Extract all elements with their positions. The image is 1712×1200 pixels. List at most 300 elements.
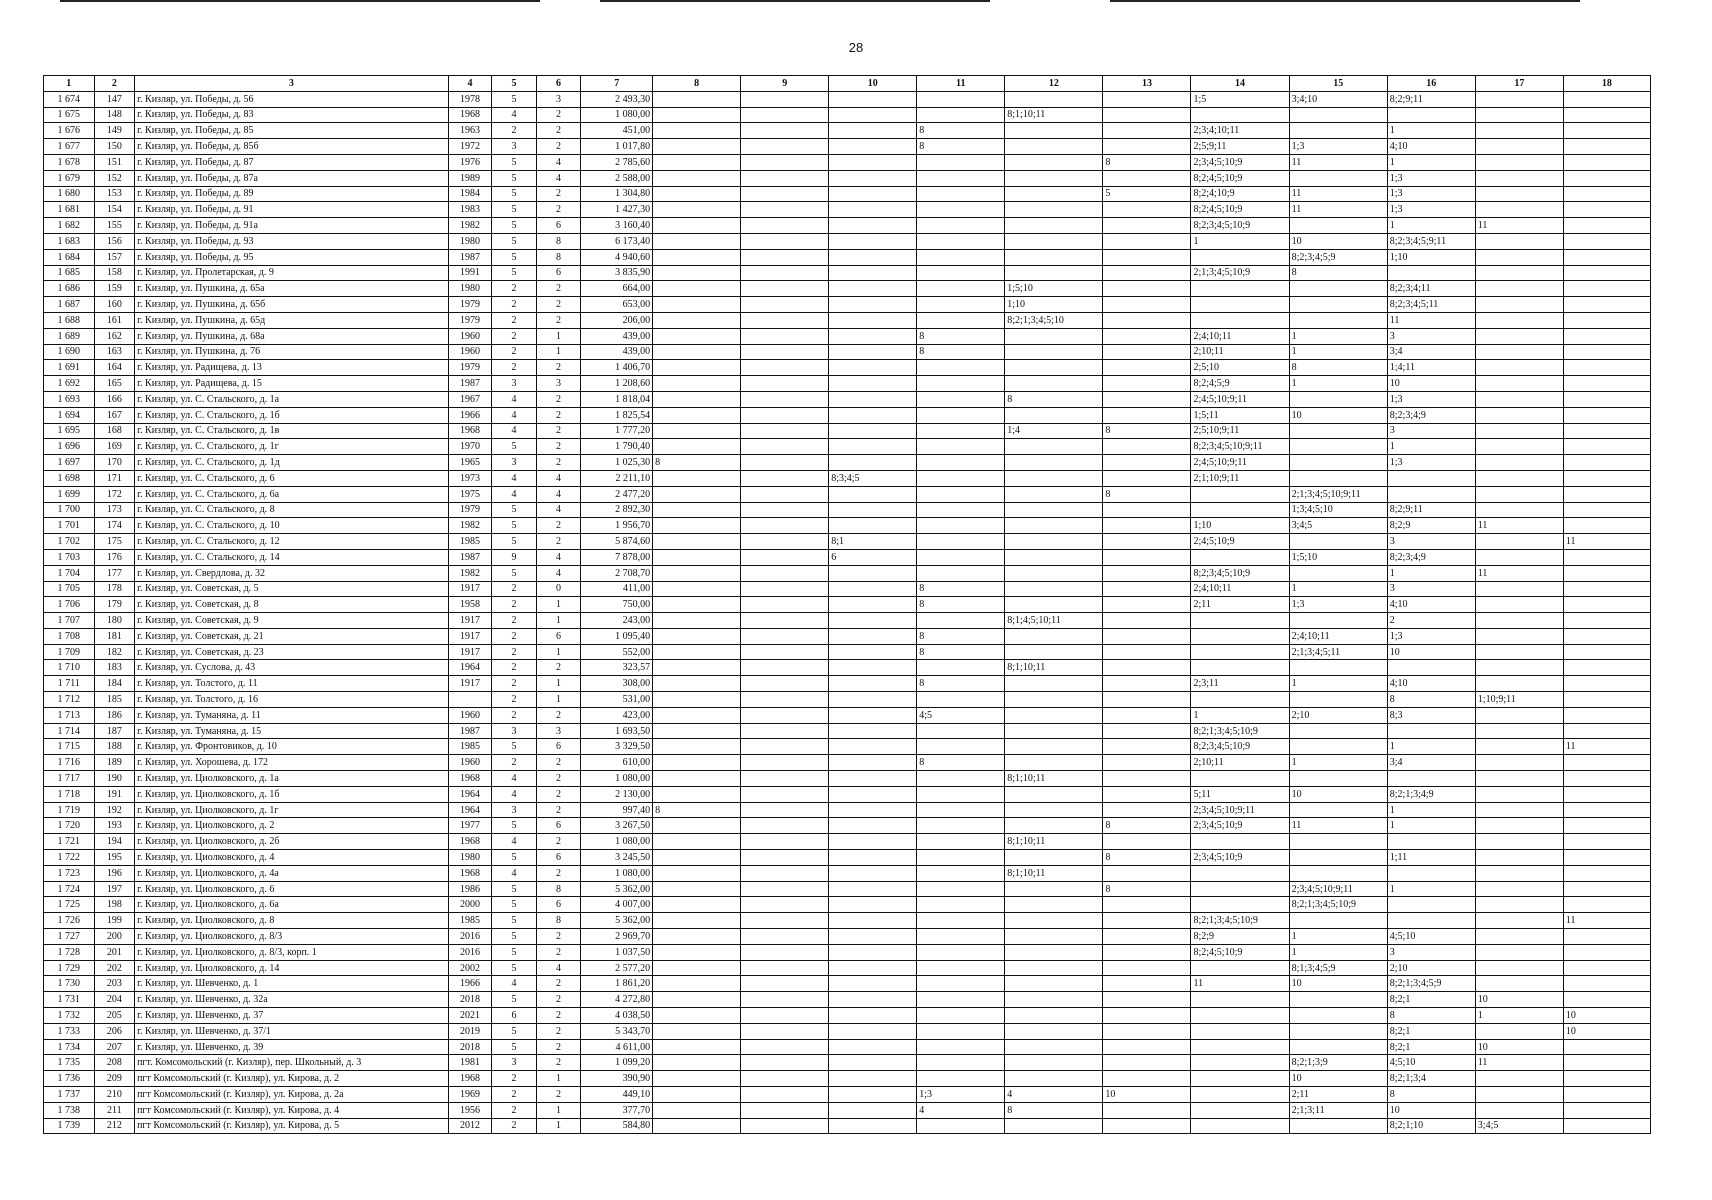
cell-col-3: г. Кизляр, ул. Толстого, д. 16 bbox=[135, 692, 449, 708]
cell-col-7: 4 272,80 bbox=[581, 992, 653, 1008]
cell-col-4: 1985 bbox=[448, 534, 492, 550]
cell-col-5: 2 bbox=[492, 312, 537, 328]
cell-col-4: 1956 bbox=[448, 1102, 492, 1118]
cell-col-10 bbox=[829, 881, 917, 897]
cell-col-7: 4 940,60 bbox=[581, 249, 653, 265]
cell-col-9 bbox=[741, 929, 829, 945]
cell-col-12 bbox=[1005, 123, 1103, 139]
cell-col-11 bbox=[917, 265, 1005, 281]
cell-col-2: 171 bbox=[94, 470, 134, 486]
cell-col-8 bbox=[653, 723, 741, 739]
cell-col-3: г. Кизляр, ул. Победы, д. 85 bbox=[135, 123, 449, 139]
cell-col-16: 1 bbox=[1387, 439, 1475, 455]
cell-col-9 bbox=[741, 786, 829, 802]
cell-col-1: 1 715 bbox=[44, 739, 95, 755]
cell-col-1: 1 691 bbox=[44, 360, 95, 376]
cell-col-5: 2 bbox=[492, 123, 537, 139]
cell-col-9 bbox=[741, 1008, 829, 1024]
cell-col-18 bbox=[1563, 376, 1650, 392]
cell-col-10 bbox=[829, 1023, 917, 1039]
cell-col-7: 449,10 bbox=[581, 1087, 653, 1103]
cell-col-16 bbox=[1387, 771, 1475, 787]
cell-col-12: 1;10 bbox=[1005, 297, 1103, 313]
cell-col-3: г. Кизляр, ул. Советская, д. 5 bbox=[135, 581, 449, 597]
table-row bbox=[44, 786, 1651, 802]
cell-col-9 bbox=[741, 707, 829, 723]
cell-col-4: 1979 bbox=[448, 312, 492, 328]
cell-col-7: 750,00 bbox=[581, 597, 653, 613]
cell-col-6: 3 bbox=[536, 376, 581, 392]
cell-col-8 bbox=[653, 502, 741, 518]
cell-col-5: 5 bbox=[492, 913, 537, 929]
cell-col-2: 170 bbox=[94, 455, 134, 471]
cell-col-13 bbox=[1103, 628, 1191, 644]
table-row bbox=[44, 676, 1651, 692]
table-row bbox=[44, 628, 1651, 644]
cell-col-16: 3 bbox=[1387, 328, 1475, 344]
cell-col-15: 2;1;3;4;5;10;9;11 bbox=[1289, 486, 1387, 502]
column-header-3: 3 bbox=[135, 76, 449, 92]
table-row bbox=[44, 107, 1651, 123]
cell-col-18 bbox=[1563, 929, 1650, 945]
cell-col-1: 1 678 bbox=[44, 154, 95, 170]
cell-col-12 bbox=[1005, 218, 1103, 234]
cell-col-4: 2016 bbox=[448, 944, 492, 960]
scan-top-line-left bbox=[60, 0, 540, 2]
cell-col-13 bbox=[1103, 249, 1191, 265]
cell-col-9 bbox=[741, 91, 829, 107]
cell-col-1: 1 734 bbox=[44, 1039, 95, 1055]
cell-col-11 bbox=[917, 739, 1005, 755]
cell-col-1: 1 693 bbox=[44, 391, 95, 407]
cell-col-11 bbox=[917, 486, 1005, 502]
cell-col-1: 1 677 bbox=[44, 139, 95, 155]
cell-col-2: 204 bbox=[94, 992, 134, 1008]
cell-col-13 bbox=[1103, 344, 1191, 360]
cell-col-16: 8 bbox=[1387, 1008, 1475, 1024]
table-row bbox=[44, 391, 1651, 407]
cell-col-16: 4;5;10 bbox=[1387, 929, 1475, 945]
cell-col-7: 1 304,80 bbox=[581, 186, 653, 202]
cell-col-8 bbox=[653, 391, 741, 407]
cell-col-13 bbox=[1103, 312, 1191, 328]
cell-col-5: 5 bbox=[492, 186, 537, 202]
cell-col-5: 4 bbox=[492, 423, 537, 439]
cell-col-2: 208 bbox=[94, 1055, 134, 1071]
cell-col-17 bbox=[1475, 1023, 1563, 1039]
cell-col-9 bbox=[741, 771, 829, 787]
cell-col-1: 1 717 bbox=[44, 771, 95, 787]
cell-col-12 bbox=[1005, 502, 1103, 518]
cell-col-9 bbox=[741, 1102, 829, 1118]
cell-col-18 bbox=[1563, 218, 1650, 234]
cell-col-14 bbox=[1191, 897, 1289, 913]
cell-col-17 bbox=[1475, 186, 1563, 202]
cell-col-12 bbox=[1005, 455, 1103, 471]
cell-col-6: 8 bbox=[536, 233, 581, 249]
cell-col-11 bbox=[917, 218, 1005, 234]
cell-col-3: г. Кизляр, ул. Победы, д. 91 bbox=[135, 202, 449, 218]
cell-col-14 bbox=[1191, 1023, 1289, 1039]
cell-col-11 bbox=[917, 534, 1005, 550]
cell-col-8 bbox=[653, 1008, 741, 1024]
cell-col-5: 2 bbox=[492, 628, 537, 644]
cell-col-8 bbox=[653, 1102, 741, 1118]
cell-col-10 bbox=[829, 676, 917, 692]
cell-col-2: 180 bbox=[94, 613, 134, 629]
cell-col-11 bbox=[917, 834, 1005, 850]
cell-col-8 bbox=[653, 439, 741, 455]
cell-col-16: 3;4 bbox=[1387, 344, 1475, 360]
cell-col-5: 2 bbox=[492, 1118, 537, 1134]
cell-col-8: 8 bbox=[653, 455, 741, 471]
table-row bbox=[44, 581, 1651, 597]
cell-col-3: пгт Комсомольский (г. Кизляр), ул. Кирова, д. 2а bbox=[135, 1087, 449, 1103]
cell-col-12 bbox=[1005, 360, 1103, 376]
cell-col-1: 1 723 bbox=[44, 865, 95, 881]
cell-col-5: 5 bbox=[492, 170, 537, 186]
cell-col-1: 1 690 bbox=[44, 344, 95, 360]
cell-col-9 bbox=[741, 676, 829, 692]
cell-col-10 bbox=[829, 628, 917, 644]
cell-col-3: г. Кизляр, ул. Пушкина, д. 68а bbox=[135, 328, 449, 344]
cell-col-15: 1 bbox=[1289, 676, 1387, 692]
cell-col-17 bbox=[1475, 581, 1563, 597]
cell-col-2: 193 bbox=[94, 818, 134, 834]
cell-col-17 bbox=[1475, 328, 1563, 344]
cell-col-9 bbox=[741, 850, 829, 866]
cell-col-16 bbox=[1387, 486, 1475, 502]
cell-col-10 bbox=[829, 692, 917, 708]
cell-col-18 bbox=[1563, 470, 1650, 486]
cell-col-7: 653,00 bbox=[581, 297, 653, 313]
cell-col-5: 5 bbox=[492, 202, 537, 218]
cell-col-18 bbox=[1563, 897, 1650, 913]
cell-col-18 bbox=[1563, 723, 1650, 739]
cell-col-14 bbox=[1191, 1071, 1289, 1087]
cell-col-10 bbox=[829, 328, 917, 344]
cell-col-11 bbox=[917, 439, 1005, 455]
cell-col-16: 2 bbox=[1387, 613, 1475, 629]
cell-col-10 bbox=[829, 344, 917, 360]
cell-col-10 bbox=[829, 218, 917, 234]
cell-col-18 bbox=[1563, 1118, 1650, 1134]
cell-col-6: 6 bbox=[536, 897, 581, 913]
cell-col-10 bbox=[829, 944, 917, 960]
cell-col-15 bbox=[1289, 660, 1387, 676]
cell-col-2: 181 bbox=[94, 628, 134, 644]
cell-col-16: 3;4 bbox=[1387, 755, 1475, 771]
cell-col-13 bbox=[1103, 91, 1191, 107]
cell-col-14: 2;11 bbox=[1191, 597, 1289, 613]
cell-col-4: 1991 bbox=[448, 265, 492, 281]
cell-col-16: 8;2;3;4;9 bbox=[1387, 549, 1475, 565]
cell-col-7: 451,00 bbox=[581, 123, 653, 139]
cell-col-11 bbox=[917, 929, 1005, 945]
cell-col-10 bbox=[829, 407, 917, 423]
cell-col-2: 175 bbox=[94, 534, 134, 550]
cell-col-16: 8;2;9;11 bbox=[1387, 91, 1475, 107]
cell-col-9 bbox=[741, 992, 829, 1008]
table-row bbox=[44, 344, 1651, 360]
cell-col-5: 4 bbox=[492, 107, 537, 123]
cell-col-3: г. Кизляр, ул. С. Стальского, д. 1а bbox=[135, 391, 449, 407]
cell-col-13 bbox=[1103, 281, 1191, 297]
cell-col-1: 1 733 bbox=[44, 1023, 95, 1039]
cell-col-4: 1968 bbox=[448, 834, 492, 850]
cell-col-11 bbox=[917, 850, 1005, 866]
cell-col-6: 4 bbox=[536, 960, 581, 976]
cell-col-1: 1 679 bbox=[44, 170, 95, 186]
cell-col-4: 1917 bbox=[448, 581, 492, 597]
cell-col-9 bbox=[741, 297, 829, 313]
cell-col-3: г. Кизляр, ул. Суслова, д. 43 bbox=[135, 660, 449, 676]
cell-col-8 bbox=[653, 707, 741, 723]
cell-col-15: 1 bbox=[1289, 344, 1387, 360]
cell-col-3: г. Кизляр, ул. Циолковского, д. 6а bbox=[135, 897, 449, 913]
cell-col-18 bbox=[1563, 186, 1650, 202]
cell-col-4: 1966 bbox=[448, 976, 492, 992]
cell-col-12 bbox=[1005, 960, 1103, 976]
cell-col-13 bbox=[1103, 960, 1191, 976]
cell-col-13 bbox=[1103, 565, 1191, 581]
cell-col-12 bbox=[1005, 881, 1103, 897]
cell-col-11: 8 bbox=[917, 597, 1005, 613]
table-row bbox=[44, 249, 1651, 265]
cell-col-8 bbox=[653, 692, 741, 708]
table-row bbox=[44, 755, 1651, 771]
cell-col-18 bbox=[1563, 976, 1650, 992]
cell-col-18 bbox=[1563, 123, 1650, 139]
table-row bbox=[44, 265, 1651, 281]
table-row bbox=[44, 881, 1651, 897]
cell-col-14: 2;3;4;5;10;9;11 bbox=[1191, 802, 1289, 818]
table-row bbox=[44, 534, 1651, 550]
cell-col-17 bbox=[1475, 644, 1563, 660]
cell-col-3: г. Кизляр, ул. Толстого, д. 11 bbox=[135, 676, 449, 692]
cell-col-11 bbox=[917, 376, 1005, 392]
cell-col-5: 2 bbox=[492, 707, 537, 723]
cell-col-4: 1979 bbox=[448, 297, 492, 313]
cell-col-6: 2 bbox=[536, 1087, 581, 1103]
register-table bbox=[43, 75, 1651, 1134]
cell-col-8 bbox=[653, 1039, 741, 1055]
cell-col-17 bbox=[1475, 439, 1563, 455]
cell-col-14 bbox=[1191, 1087, 1289, 1103]
cell-col-10 bbox=[829, 1118, 917, 1134]
cell-col-4: 1983 bbox=[448, 202, 492, 218]
cell-col-10 bbox=[829, 312, 917, 328]
cell-col-16: 10 bbox=[1387, 1102, 1475, 1118]
cell-col-15 bbox=[1289, 739, 1387, 755]
table-row bbox=[44, 202, 1651, 218]
cell-col-18 bbox=[1563, 139, 1650, 155]
cell-col-10 bbox=[829, 297, 917, 313]
cell-col-15: 11 bbox=[1289, 154, 1387, 170]
column-header-17: 17 bbox=[1475, 76, 1563, 92]
cell-col-1: 1 709 bbox=[44, 644, 95, 660]
cell-col-3: г. Кизляр, ул. Циолковского, д. 4 bbox=[135, 850, 449, 866]
table-row bbox=[44, 281, 1651, 297]
cell-col-15 bbox=[1289, 439, 1387, 455]
cell-col-7: 3 160,40 bbox=[581, 218, 653, 234]
cell-col-12 bbox=[1005, 692, 1103, 708]
cell-col-18 bbox=[1563, 107, 1650, 123]
table-row bbox=[44, 613, 1651, 629]
cell-col-18 bbox=[1563, 865, 1650, 881]
cell-col-18 bbox=[1563, 233, 1650, 249]
cell-col-6: 2 bbox=[536, 755, 581, 771]
cell-col-1: 1 720 bbox=[44, 818, 95, 834]
cell-col-17 bbox=[1475, 628, 1563, 644]
cell-col-3: г. Кизляр, ул. Советская, д. 9 bbox=[135, 613, 449, 629]
cell-col-2: 211 bbox=[94, 1102, 134, 1118]
cell-col-14: 2;10;11 bbox=[1191, 755, 1289, 771]
cell-col-11 bbox=[917, 154, 1005, 170]
cell-col-5: 5 bbox=[492, 1023, 537, 1039]
cell-col-13 bbox=[1103, 929, 1191, 945]
cell-col-15 bbox=[1289, 771, 1387, 787]
cell-col-2: 210 bbox=[94, 1087, 134, 1103]
table-row bbox=[44, 1008, 1651, 1024]
cell-col-11: 4;5 bbox=[917, 707, 1005, 723]
cell-col-8 bbox=[653, 644, 741, 660]
cell-col-6: 4 bbox=[536, 154, 581, 170]
cell-col-12 bbox=[1005, 644, 1103, 660]
cell-col-5: 4 bbox=[492, 407, 537, 423]
cell-col-4: 2018 bbox=[448, 1039, 492, 1055]
cell-col-15 bbox=[1289, 107, 1387, 123]
cell-col-7: 5 362,00 bbox=[581, 881, 653, 897]
cell-col-14 bbox=[1191, 1102, 1289, 1118]
cell-col-8 bbox=[653, 186, 741, 202]
cell-col-9 bbox=[741, 502, 829, 518]
cell-col-15 bbox=[1289, 850, 1387, 866]
cell-col-1: 1 732 bbox=[44, 1008, 95, 1024]
cell-col-8 bbox=[653, 376, 741, 392]
table-row bbox=[44, 486, 1651, 502]
cell-col-13 bbox=[1103, 944, 1191, 960]
cell-col-9 bbox=[741, 834, 829, 850]
cell-col-16: 1;4;11 bbox=[1387, 360, 1475, 376]
cell-col-16: 1 bbox=[1387, 565, 1475, 581]
cell-col-4: 1972 bbox=[448, 139, 492, 155]
cell-col-5: 5 bbox=[492, 502, 537, 518]
cell-col-4: 1984 bbox=[448, 186, 492, 202]
cell-col-8 bbox=[653, 913, 741, 929]
cell-col-8 bbox=[653, 139, 741, 155]
cell-col-18 bbox=[1563, 660, 1650, 676]
table-row bbox=[44, 739, 1651, 755]
cell-col-16: 4;10 bbox=[1387, 139, 1475, 155]
cell-col-14 bbox=[1191, 1118, 1289, 1134]
cell-col-17 bbox=[1475, 91, 1563, 107]
cell-col-16: 1;3 bbox=[1387, 391, 1475, 407]
cell-col-4: 1965 bbox=[448, 455, 492, 471]
cell-col-8 bbox=[653, 944, 741, 960]
cell-col-15: 1 bbox=[1289, 328, 1387, 344]
cell-col-4: 1982 bbox=[448, 218, 492, 234]
cell-col-10 bbox=[829, 786, 917, 802]
cell-col-15: 8 bbox=[1289, 265, 1387, 281]
cell-col-1: 1 699 bbox=[44, 486, 95, 502]
cell-col-2: 202 bbox=[94, 960, 134, 976]
cell-col-11 bbox=[917, 170, 1005, 186]
cell-col-8 bbox=[653, 865, 741, 881]
cell-col-13 bbox=[1103, 992, 1191, 1008]
cell-col-4: 1982 bbox=[448, 565, 492, 581]
cell-col-2: 159 bbox=[94, 281, 134, 297]
cell-col-14: 2;4;5;10;9;11 bbox=[1191, 455, 1289, 471]
cell-col-15: 10 bbox=[1289, 233, 1387, 249]
cell-col-17 bbox=[1475, 233, 1563, 249]
cell-col-9 bbox=[741, 613, 829, 629]
cell-col-9 bbox=[741, 581, 829, 597]
cell-col-4: 1981 bbox=[448, 1055, 492, 1071]
cell-col-18 bbox=[1563, 786, 1650, 802]
cell-col-4: 2016 bbox=[448, 929, 492, 945]
cell-col-12 bbox=[1005, 139, 1103, 155]
cell-col-16: 8;2;1;3;4;5;9 bbox=[1387, 976, 1475, 992]
table-row bbox=[44, 455, 1651, 471]
cell-col-3: г. Кизляр, ул. Циолковского, д. 2 bbox=[135, 818, 449, 834]
cell-col-13 bbox=[1103, 376, 1191, 392]
cell-col-12 bbox=[1005, 929, 1103, 945]
cell-col-16 bbox=[1387, 723, 1475, 739]
cell-col-6: 2 bbox=[536, 944, 581, 960]
column-header-8: 8 bbox=[653, 76, 741, 92]
cell-col-10 bbox=[829, 865, 917, 881]
cell-col-1: 1 737 bbox=[44, 1087, 95, 1103]
cell-col-13: 8 bbox=[1103, 154, 1191, 170]
cell-col-13: 8 bbox=[1103, 423, 1191, 439]
cell-col-4: 1960 bbox=[448, 707, 492, 723]
cell-col-1: 1 685 bbox=[44, 265, 95, 281]
scan-top-line-middle bbox=[600, 0, 990, 2]
cell-col-14: 2;4;5;10;9;11 bbox=[1191, 391, 1289, 407]
cell-col-6: 1 bbox=[536, 676, 581, 692]
cell-col-2: 173 bbox=[94, 502, 134, 518]
table-row bbox=[44, 1039, 1651, 1055]
cell-col-14 bbox=[1191, 613, 1289, 629]
cell-col-5: 5 bbox=[492, 881, 537, 897]
cell-col-13 bbox=[1103, 1071, 1191, 1087]
cell-col-11 bbox=[917, 502, 1005, 518]
table-row bbox=[44, 976, 1651, 992]
cell-col-10 bbox=[829, 723, 917, 739]
cell-col-12 bbox=[1005, 755, 1103, 771]
cell-col-8 bbox=[653, 992, 741, 1008]
cell-col-8 bbox=[653, 534, 741, 550]
cell-col-15 bbox=[1289, 692, 1387, 708]
cell-col-8 bbox=[653, 818, 741, 834]
cell-col-1: 1 676 bbox=[44, 123, 95, 139]
cell-col-1: 1 730 bbox=[44, 976, 95, 992]
cell-col-4: 2019 bbox=[448, 1023, 492, 1039]
cell-col-14 bbox=[1191, 881, 1289, 897]
cell-col-2: 164 bbox=[94, 360, 134, 376]
cell-col-8 bbox=[653, 107, 741, 123]
cell-col-8 bbox=[653, 581, 741, 597]
cell-col-3: г. Кизляр, ул. Фронтовиков, д. 10 bbox=[135, 739, 449, 755]
cell-col-10 bbox=[829, 486, 917, 502]
cell-col-9 bbox=[741, 897, 829, 913]
cell-col-2: 205 bbox=[94, 1008, 134, 1024]
table-row bbox=[44, 439, 1651, 455]
cell-col-8 bbox=[653, 1055, 741, 1071]
cell-col-4: 1987 bbox=[448, 723, 492, 739]
cell-col-9 bbox=[741, 1023, 829, 1039]
